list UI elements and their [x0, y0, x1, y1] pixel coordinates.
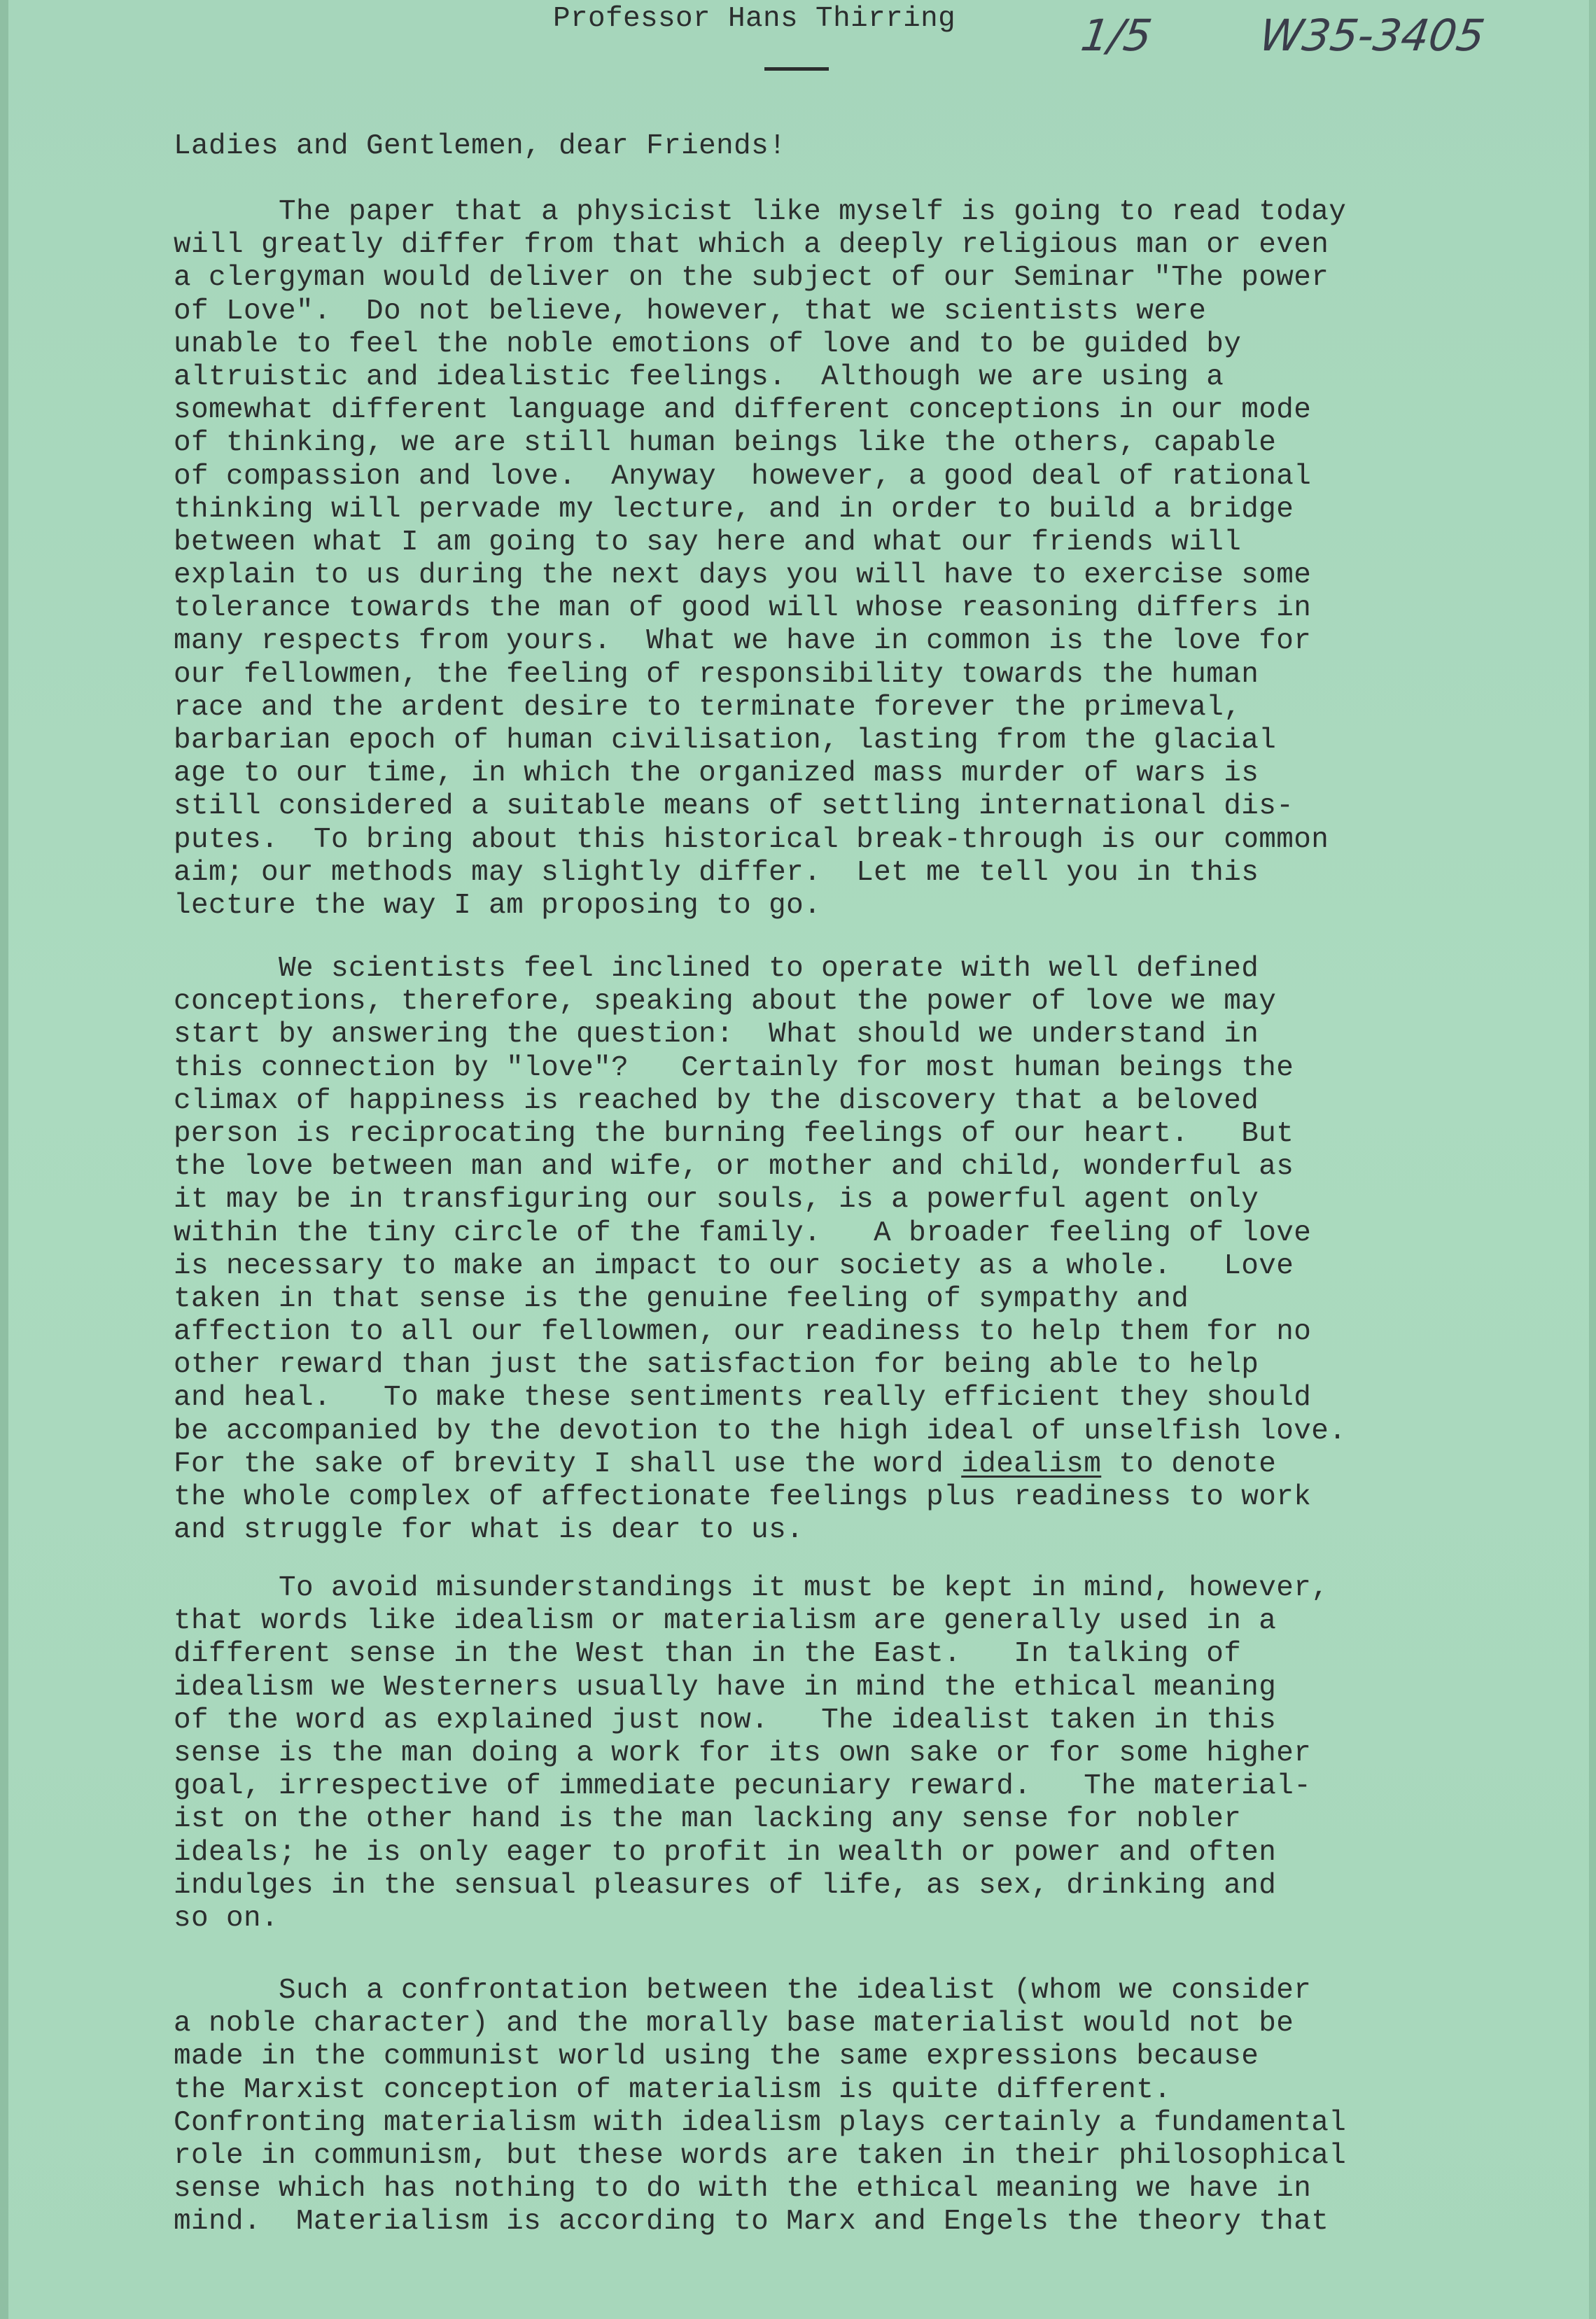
text-line: taken in that sense is the genuine feeling of sympathy and: [174, 1282, 1189, 1315]
text-line: affection to all our fellowmen, our readiness to help them for no: [174, 1316, 1312, 1349]
text-line: different sense in the West than in the East. In talking of: [174, 1638, 1242, 1671]
text-line: be accompanied by the devotion to the high ideal of unselfish love.: [174, 1415, 1347, 1448]
text-line: role in communism, but these words are taken in their philosophical: [174, 2139, 1347, 2172]
salutation: Ladies and Gentlemen, dear Friends!: [174, 130, 787, 162]
text-line: mind. Materialism is according to Marx and Engels the theory that: [174, 2206, 1329, 2239]
text-line: the whole complex of affectionate feelings plus readiness to work: [174, 1481, 1312, 1513]
text-line: Such a confrontation between the idealist (whom we consider: [174, 1975, 1312, 2007]
text-line: lecture the way I am proposing to go.: [174, 889, 822, 922]
text-line: barbarian epoch of human civilisation, lasting from the glacial: [174, 724, 1277, 757]
text-line: the love between man and wife, or mother and child, wonderful as: [174, 1151, 1294, 1184]
text-line: To avoid misunderstandings it must be kept in mind, however,: [174, 1572, 1329, 1604]
text-line: made in the communist world using the same expressions because: [174, 2040, 1259, 2073]
text-line: sense is the man doing a work for its own sake or for some higher: [174, 1737, 1312, 1770]
paragraph-3: [174, 1572, 1329, 1935]
text-line: is necessary to make an impact to our society as a whole. Love: [174, 1249, 1294, 1282]
text-line: conceptions, therefore, speaking about the power of love we may: [174, 986, 1277, 1018]
text-line: other reward than just the satisfaction for being able to help: [174, 1349, 1259, 1382]
text-line: somewhat different language and different conceptions in our mode: [174, 394, 1312, 427]
page-edge-right: [1589, 0, 1596, 2319]
author-header: Professor Hans Thirring: [553, 3, 956, 35]
underlined-term: idealism: [961, 1448, 1102, 1480]
text-line: the Marxist conception of materialism is quite different.: [174, 2073, 1172, 2106]
text-line: explain to us during the next days you will have to exercise some: [174, 559, 1312, 592]
text-line: thinking will pervade my lecture, and in order to build a bridge: [174, 493, 1294, 526]
text-line: The paper that a physicist like myself is going to read today: [174, 196, 1347, 228]
text-line: Confronting materialism with idealism plays certainly a fundamental: [174, 2106, 1347, 2139]
text-line: tolerance towards the man of good will whose reasoning differs in: [174, 592, 1312, 625]
text-line: of Love". Do not believe, however, that we scientists were: [174, 295, 1207, 328]
text-line: and heal. To make these sentiments really efficient they should: [174, 1382, 1312, 1415]
text-line: this connection by "love"? Certainly for most human beings the: [174, 1051, 1294, 1084]
paragraph-2: [174, 953, 1346, 1547]
text-line: climax of happiness is reached by the discovery that a beloved: [174, 1084, 1259, 1117]
text-line: ideals; he is only eager to profit in wealth or power and often: [174, 1836, 1277, 1869]
paragraph-4: [174, 1975, 1346, 2239]
text-line: indulges in the sensual pleasures of life, as sex, drinking and: [174, 1869, 1277, 1902]
text-line: aim; our methods may slightly differ. Let me tell you in this: [174, 856, 1259, 889]
text-line: sense which has nothing to do with the ethical meaning we have in: [174, 2173, 1312, 2206]
text-line: between what I am going to say here and what our friends will: [174, 526, 1242, 559]
text-line: person is reciprocating the burning feelings of our heart. But: [174, 1117, 1294, 1150]
text-line: putes. To bring about this historical break-through is our common: [174, 823, 1329, 856]
paragraph-1: [174, 196, 1346, 923]
page-edge-left: [0, 0, 8, 2319]
text-line: a clergyman would deliver on the subject of our Seminar "The power: [174, 262, 1329, 295]
text-line: our fellowmen, the feeling of responsibility towards the human: [174, 658, 1259, 691]
text-line: For the sake of brevity I shall use the word idealism to denote: [174, 1448, 1277, 1480]
text-line: goal, irrespective of immediate pecuniary reward. The material-: [174, 1770, 1312, 1803]
text-line: and struggle for what is dear to us.: [174, 1514, 804, 1547]
handwritten-folio-note: 1/5: [1077, 10, 1155, 61]
text-line: ist on the other hand is the man lacking any sense for nobler: [174, 1803, 1242, 1836]
text-line: that words like idealism or materialism are generally used in a: [174, 1605, 1277, 1638]
text-line: unable to feel the noble emotions of love and to be guided by: [174, 328, 1242, 360]
header-rule: [764, 67, 829, 71]
text-line: many respects from yours. What we have in common is the love for: [174, 625, 1312, 658]
text-line: idealism we Westerners usually have in mind the ethical meaning: [174, 1671, 1277, 1704]
text-line: of thinking, we are still human beings like the others, capable: [174, 427, 1277, 460]
text-line: age to our time, in which the organized mass murder of wars is: [174, 757, 1259, 790]
text-line: of the word as explained just now. The idealist taken in this: [174, 1704, 1277, 1737]
text-line: it may be in transfiguring our souls, is a powerful agent only: [174, 1184, 1259, 1217]
text-line: a noble character) and the morally base materialist would not be: [174, 2008, 1294, 2040]
text-line: will greatly differ from that which a deeply religious man or even: [174, 229, 1329, 262]
text-line: altruistic and idealistic feelings. Although we are using a: [174, 360, 1224, 393]
text-line: start by answering the question: What should we understand in: [174, 1018, 1259, 1051]
text-line: race and the ardent desire to terminate forever the primeval,: [174, 691, 1242, 724]
text-line: within the tiny circle of the family. A broader feeling of love: [174, 1217, 1312, 1249]
text-line: so on.: [174, 1902, 279, 1935]
text-line: of compassion and love. Anyway however, a good deal of rational: [174, 460, 1312, 493]
handwritten-archive-reference: W35-3405: [1256, 10, 1488, 61]
text-line: We scientists feel inclined to operate with well defined: [174, 953, 1259, 985]
text-line: still considered a suitable means of settling international dis-: [174, 790, 1294, 823]
